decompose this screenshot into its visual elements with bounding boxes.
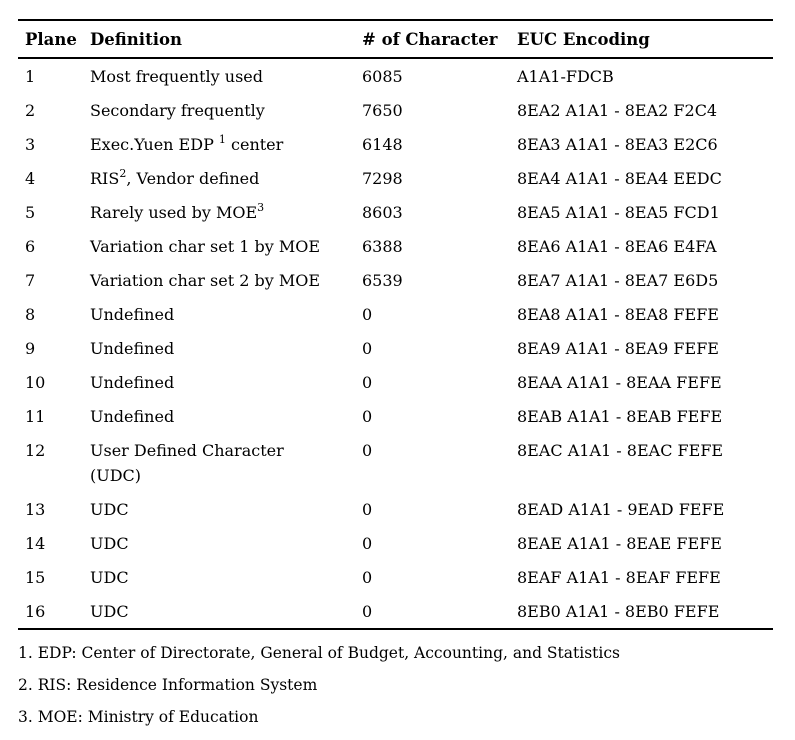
table-row [18, 161, 773, 195]
table-row [18, 594, 773, 629]
column-header-number-of-character: # of Character [362, 20, 517, 58]
definition-cell: Exec.Yuen EDP $^1$ center [90, 132, 284, 154]
table-row [18, 433, 773, 492]
char-count-cell: 6148 [362, 135, 403, 154]
plane-cell: 8 [25, 305, 36, 324]
definition-cell: UDC [90, 500, 129, 519]
footnote: 2. RIS: Residence Information System [18, 676, 318, 694]
definition-cell: RIS$^2$, Vendor defined [90, 166, 260, 188]
table-row [18, 492, 773, 526]
plane-cell: 14 [25, 534, 46, 553]
char-count-cell: 0 [362, 534, 373, 553]
char-count-cell: 6085 [362, 67, 403, 86]
table-row [18, 93, 773, 127]
plane-cell: 11 [25, 407, 46, 426]
char-count-cell: 0 [362, 500, 373, 519]
plane-cell: 12 [25, 441, 46, 460]
plane-cell: 9 [25, 339, 36, 358]
column-header-euc-encoding: EUC Encoding [517, 20, 773, 58]
definition-cell: UDC [90, 602, 129, 621]
plane-cell: 10 [25, 373, 46, 392]
euc-encoding-cell: 8EA2 A1A1 - 8EA2 F2C4 [517, 101, 718, 120]
table-row [18, 331, 773, 365]
footnote-ref: 1 [218, 132, 226, 146]
plane-cell: 5 [25, 203, 36, 222]
table-row [18, 365, 773, 399]
euc-encoding-cell: 8EAA A1A1 - 8EAA FEFE [517, 373, 722, 392]
footnote: 3. MOE: Ministry of Education [18, 708, 259, 726]
euc-encoding-cell: 8EAD A1A1 - 9EAD FEFE [517, 500, 725, 519]
char-count-cell: 0 [362, 339, 373, 358]
euc-encoding-cell: 8EA6 A1A1 - 8EA6 E4FA [517, 237, 717, 256]
euc-encoding-cell: 8EAC A1A1 - 8EAC FEFE [517, 441, 724, 460]
definition-cell: Undefined [90, 407, 175, 426]
column-header-plane: Plane [18, 20, 90, 58]
table-row [18, 229, 773, 263]
plane-cell: 3 [25, 135, 36, 154]
char-count-cell: 0 [362, 373, 373, 392]
char-count-cell: 0 [362, 441, 373, 460]
table-row [18, 297, 773, 331]
euc-encoding-cell: 8EA3 A1A1 - 8EA3 E2C6 [517, 135, 718, 154]
table-row [18, 127, 773, 161]
table-row [18, 399, 773, 433]
euc-encoding-cell: 8EA7 A1A1 - 8EA7 E6D5 [517, 271, 719, 290]
char-count-cell: 0 [362, 407, 373, 426]
euc-encoding-cell: 8EAE A1A1 - 8EAE FEFE [517, 534, 722, 553]
definition-cell: UDC [90, 568, 129, 587]
table-row [18, 526, 773, 560]
char-count-cell: 8603 [362, 203, 403, 222]
euc-encoding-cell: 8EB0 A1A1 - 8EB0 FEFE [517, 602, 720, 621]
plane-cell: 16 [25, 602, 46, 621]
table-row [18, 263, 773, 297]
footnote-ref: 2 [119, 166, 127, 180]
header-row [18, 20, 773, 58]
char-count-cell: 7298 [362, 169, 403, 188]
plane-cell: 7 [25, 271, 36, 290]
euc-encoding-cell: 8EAB A1A1 - 8EAB FEFE [517, 407, 723, 426]
plane-cell: 4 [25, 169, 36, 188]
footnote: 1. EDP: Center of Directorate, General of Budget, Accounting, and Statistics [18, 644, 620, 662]
table-row [18, 195, 773, 229]
footnotes [18, 643, 773, 727]
definition-cell: Undefined [90, 305, 175, 324]
definition-cell: Most frequently used [90, 67, 263, 86]
definition-cell: Undefined [90, 339, 175, 358]
euc-encoding-cell: 8EA8 A1A1 - 8EA8 FEFE [517, 305, 719, 324]
euc-plane-table [18, 19, 773, 630]
euc-encoding-cell: 8EA4 A1A1 - 8EA4 EEDC [517, 169, 722, 188]
footnote-ref: 3 [257, 200, 265, 214]
column-header-definition: Definition [90, 20, 362, 58]
definition-cell: UDC [90, 534, 129, 553]
plane-cell: 1 [25, 67, 36, 86]
table-row [18, 560, 773, 594]
euc-encoding-cell: 8EAF A1A1 - 8EAF FEFE [517, 568, 721, 587]
char-count-cell: 0 [362, 602, 373, 621]
char-count-cell: 6388 [362, 237, 403, 256]
plane-cell: 2 [25, 101, 36, 120]
euc-encoding-cell: A1A1-FDCB [517, 67, 614, 86]
table-header [18, 20, 773, 58]
definition-cell: User Defined Character (UDC) [90, 441, 284, 485]
plane-cell: 15 [25, 568, 46, 587]
plane-cell: 13 [25, 500, 46, 519]
plane-cell: 6 [25, 237, 36, 256]
char-count-cell: 6539 [362, 271, 403, 290]
euc-encoding-cell: 8EA9 A1A1 - 8EA9 FEFE [517, 339, 719, 358]
definition-cell: Undefined [90, 373, 175, 392]
char-count-cell: 0 [362, 305, 373, 324]
definition-cell: Rarely used by MOE$^3$ [90, 200, 265, 222]
definition-cell: Secondary frequently [90, 101, 265, 120]
table-body [18, 58, 773, 629]
char-count-cell: 7650 [362, 101, 403, 120]
euc-encoding-cell: 8EA5 A1A1 - 8EA5 FCD1 [517, 203, 720, 222]
table-row [18, 58, 773, 93]
definition-cell: Variation char set 2 by MOE [90, 271, 321, 290]
definition-cell: Variation char set 1 by MOE [90, 237, 321, 256]
char-count-cell: 0 [362, 568, 373, 587]
